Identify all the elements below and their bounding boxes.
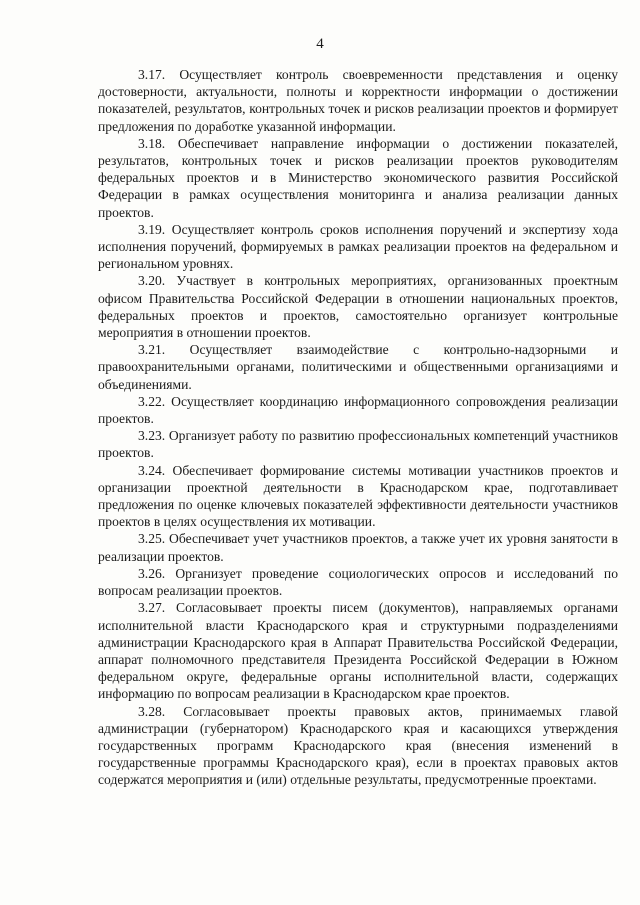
paragraph-3-28: 3.28. Согласовывает проекты правовых актов, принимаемых главой администрации (губернатором) Краснодарского края и касающихся утверждения государственных программ Краснодарского края (внесения изменений в государственные программы Краснодарского края), если в проектах правовых актов содержатся мероприятия и (или) отдельные результаты, предусмотренные проектами. xyxy=(98,703,618,788)
paragraph-3-23: 3.23. Организует работу по развитию профессиональных компетенций участников проектов. xyxy=(98,428,618,461)
document-body xyxy=(98,66,618,789)
paragraph-3-25: 3.25. Обеспечивает учет участников проектов, а также учет их уровня занятости в реализации проектов. xyxy=(98,531,618,564)
paragraph-3-18: 3.18. Обеспечивает направление информации о достижении показателей, результатов, контрольных точек и рисков реализации проектов руководителям федеральных проектов и в Министерство экономического развития Российской Федерации в рамках осуществления мониторинга и анализа реализации данных проектов. xyxy=(98,135,618,220)
paragraph-3-20: 3.20. Участвует в контрольных мероприятиях, организованных проектным офисом Правительства Российской Федерации в отношении национальных проектов, федеральных проектов и проектов, самостоятельно организует контрольные мероприятия в отношении проектов. xyxy=(98,273,618,341)
page-number: 4 xyxy=(316,36,324,52)
paragraph-3-19: 3.19. Осуществляет контроль сроков исполнения поручений и экспертизу хода исполнения поручений, формируемых в рамках реализации проектов на федеральном и региональном уровнях. xyxy=(98,221,618,272)
paragraph-3-26: 3.26. Организует проведение социологических опросов и исследований по вопросам реализации проектов. xyxy=(98,565,618,599)
paragraph-3-27: 3.27. Согласовывает проекты писем (документов), направляемых органами исполнительной власти Краснодарского края и структурными подразделениями администрации Краснодарского края в Аппарат Правительства Российской Федерации, аппарат полномочного представителя Президента Российской Федерации в Южном федеральном округе, федеральные органы исполнительной власти, содержащих информацию по вопросам реализации в Краснодарском крае проектов. xyxy=(98,600,618,702)
paragraph-3-24: 3.24. Обеспечивает формирование системы мотивации участников проектов и организации проектной деятельности в Краснодарском крае, подготавливает предложения по оценке ключевых показателей эффективности деятельности участников проектов в целях осуществления их мотивации. xyxy=(98,462,618,530)
paragraph-3-17: 3.17. Осуществляет контроль своевременности представления и оценку достоверности, актуальности, полноты и корректности информации о достижении показателей, результатов, контрольных точек и рисков реализации проектов и формирует предложения по доработке указанной информации. xyxy=(98,67,618,134)
paragraph-3-21: 3.21. Осуществляет взаимодействие с контрольно-надзорными и правоохранительными органами, политическими и общественными организациями и объединениями. xyxy=(98,342,618,392)
paragraph-3-22: 3.22. Осуществляет координацию информационного сопровождения реализации проектов. xyxy=(98,393,618,427)
